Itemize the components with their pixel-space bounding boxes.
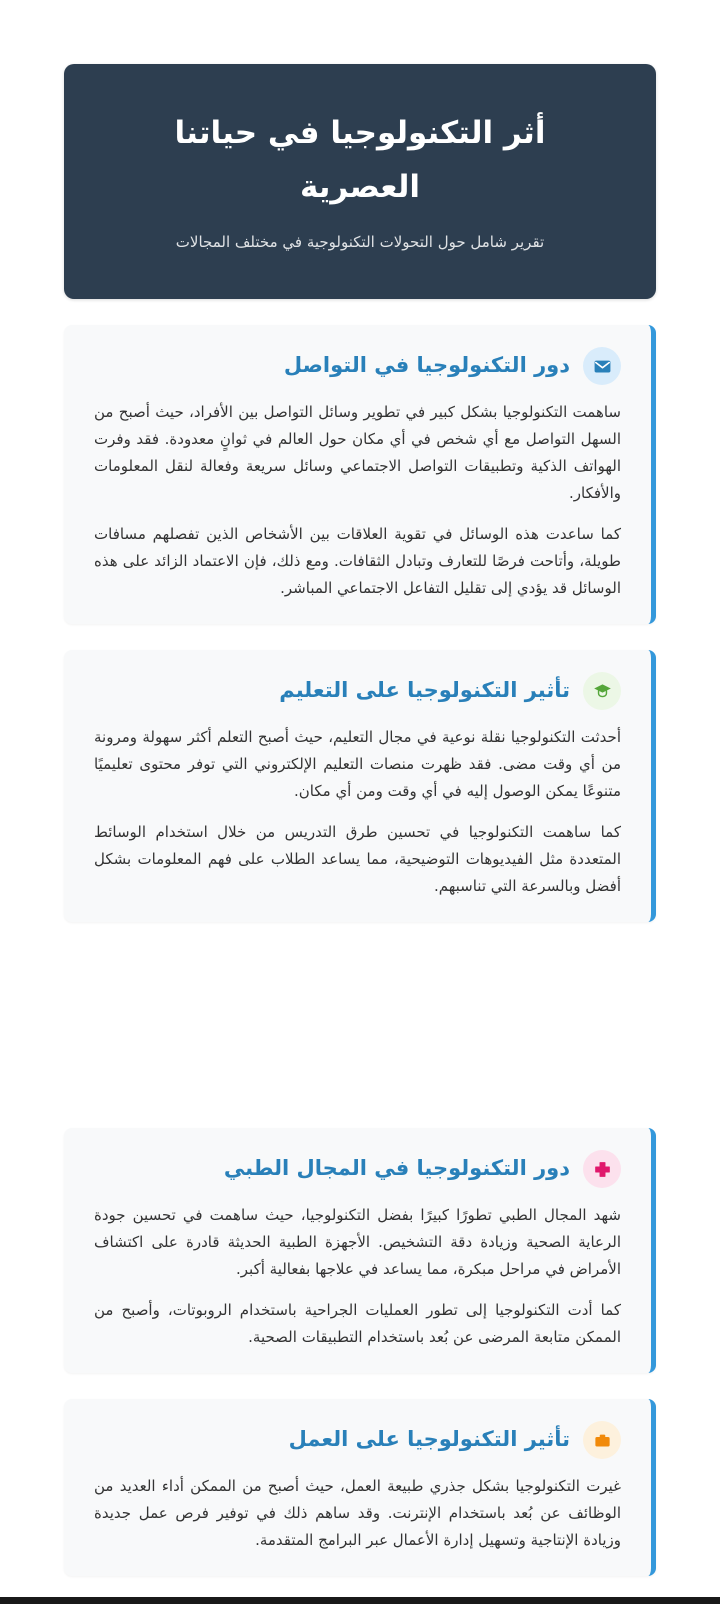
section-title: تأثير التكنولوجيا على التعليم [279, 678, 570, 703]
graduation-cap-icon [583, 672, 621, 710]
section-heading-row [94, 1150, 621, 1188]
section-communication [64, 325, 656, 624]
section-paragraph: كما أدت التكنولوجيا إلى تطور العمليات الجراحية باستخدام الروبوتات، وأصبح من الممكن متابعة المرضى عن بُعد باستخدام التطبيقات الصحية. [94, 1301, 621, 1346]
section-paragraph: شهد المجال الطبي تطورًا كبيرًا بفضل التكنولوجيا، حيث ساهمت في تحسين جودة الرعاية الصحية وزيادة دقة التشخيص. الأجهزة الطبية الحديثة قادرة على اكتشاف الأمراض في مراحل مبكرة، مما يساعد في علاجها بفعالية أكبر. [94, 1206, 621, 1278]
envelope-icon [583, 347, 621, 385]
section-title: دور التكنولوجيا في المجال الطبي [223, 1156, 570, 1181]
section-title: دور التكنولوجيا في التواصل [283, 353, 570, 378]
section-paragraph: كما ساهمت التكنولوجيا في تحسين طرق التدريس من خلال استخدام الوسائط المتعددة مثل الفيديوهات التوضيحية، مما يساعد الطلاب على فهم المعلومات بشكل أفضل وبالسرعة التي تناسبهم. [94, 823, 621, 895]
section-medical [64, 1128, 656, 1373]
section-paragraph: أحدثت التكنولوجيا نقلة نوعية في مجال التعليم، حيث أصبح التعلم أكثر سهولة ومرونة من أي وقت مضى. فقد ظهرت منصات التعليم الإلكتروني التي توفر محتوى تعليميًا متنوعًا يمكن الوصول إليه في أي وقت ومن أي مكان. [94, 728, 621, 800]
section-paragraph: ساهمت التكنولوجيا بشكل كبير في تطوير وسائل التواصل بين الأفراد، حيث أصبح من السهل التواصل مع أي شخص في أي مكان حول العالم في ثوانٍ معدودة. فقد وفرت الهواتف الذكية وتطبيقات التواصل الاجتماعي وسائل سريعة وفعالة لنقل المعلومات والأفكار. [94, 403, 621, 502]
section-paragraph: غيرت التكنولوجيا بشكل جذري طبيعة العمل، حيث أصبح من الممكن أداء العديد من الوظائف عن بُعد باستخدام الإنترنت. وقد ساهم ذلك في توفير فرص عمل جديدة وزيادة الإنتاجية وتسهيل إدارة الأعمال عبر البرامج المتقدمة. [94, 1477, 621, 1549]
section-heading-row [94, 347, 621, 385]
page-subtitle: تقرير شامل حول التحولات التكنولوجية في مختلف المجالات [175, 232, 545, 251]
medical-cross-icon [583, 1150, 621, 1188]
report-header [64, 64, 656, 299]
bottom-bar [0, 1597, 720, 1604]
section-title: تأثير التكنولوجيا على العمل [288, 1427, 570, 1452]
page-title: أثر التكنولوجيا في حياتنا العصرية [174, 115, 546, 206]
section-work [64, 1399, 656, 1576]
section-paragraph: كما ساعدت هذه الوسائل في تقوية العلاقات بين الأشخاص الذين تفصلهم مسافات طويلة، وأتاحت فرصًا للتعارف وتبادل الثقافات. ومع ذلك، فإن الاعتماد الزائد على هذه الوسائل قد يؤدي إلى تقليل التفاعل الاجتماعي المباشر. [94, 525, 621, 597]
section-education [64, 650, 656, 922]
section-heading-row [94, 672, 621, 710]
briefcase-icon [583, 1421, 621, 1459]
section-heading-row [94, 1421, 621, 1459]
